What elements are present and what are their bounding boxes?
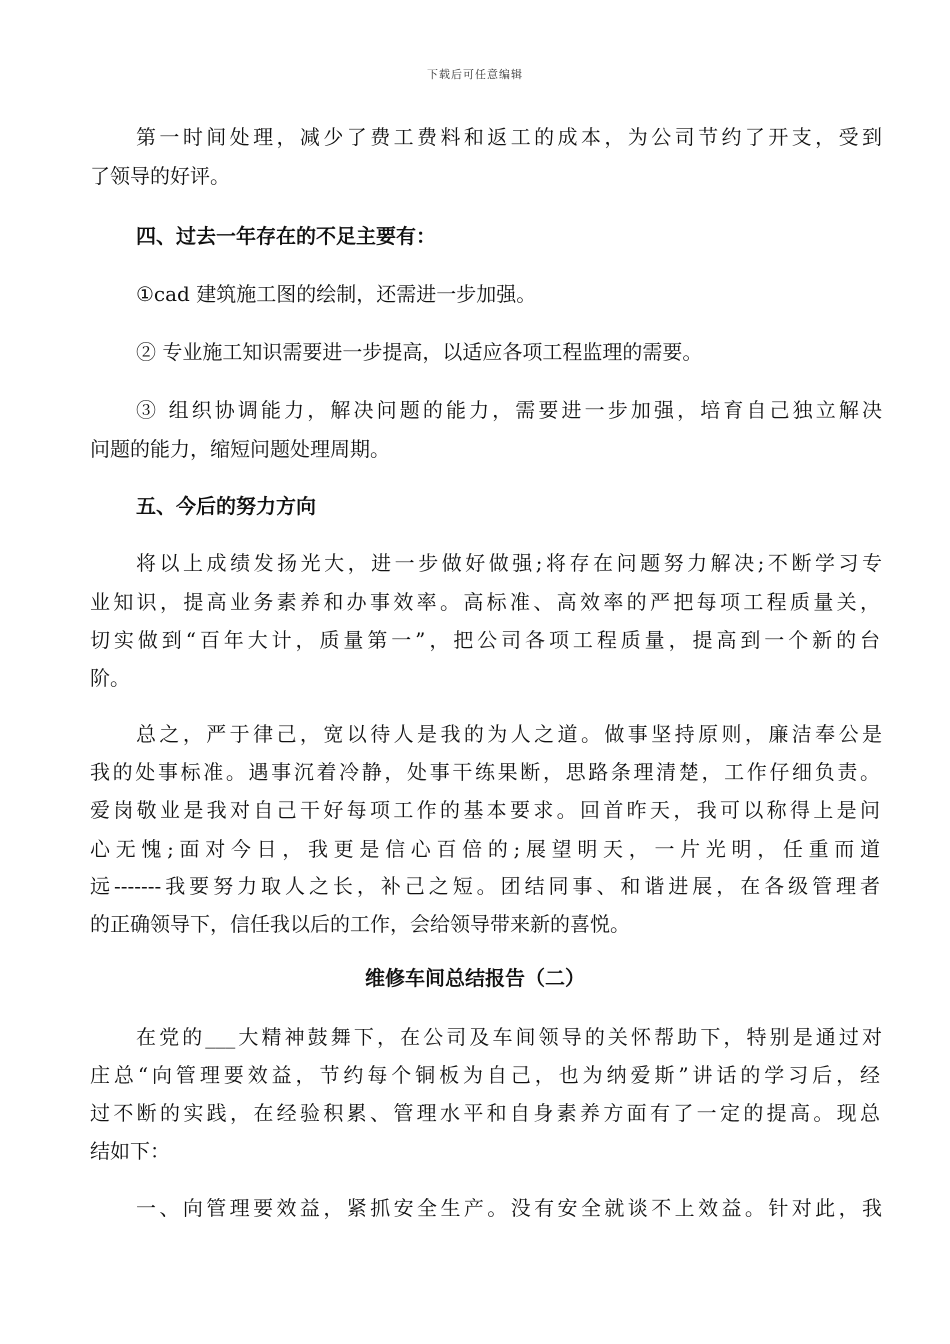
paragraph-line: 了领导的好评。 [90, 164, 230, 188]
list-item: ③ 组织协调能力，解决问题的能力，需要进一步加强，培育自己独立解决 [136, 398, 882, 422]
paragraph-line: 心无愧;面对今日，我更是信心百倍的;展望明天，一片光明，任重而道 [90, 837, 880, 861]
list-item: ② 专业施工知识需要进一步提高，以适应各项工程监理的需要。 [136, 340, 703, 364]
paragraph-line: 结如下： [90, 1139, 170, 1163]
report-title: 维修车间总结报告（二） [365, 966, 585, 990]
paragraph-line: 远-------我要努力取人之长，补己之短。团结同事、和谐进展，在各级管理者 [90, 874, 880, 898]
paragraph-line: 我的处事标准。遇事沉着冷静，处事干练果断，思路条理清楚，工作仔细负责。 [90, 760, 880, 784]
list-item: ①cad 建筑施工图的绘制，还需进一步加强。 [136, 282, 537, 306]
paragraph-line: 一、向管理要效益，紧抓安全生产。没有安全就谈不上效益。针对此，我 [136, 1196, 882, 1220]
page-header: 下载后可任意编辑 [427, 68, 523, 81]
paragraph-line: 的正确领导下，信任我以后的工作，会给领导带来新的喜悦。 [90, 912, 630, 936]
paragraph-line: 切实做到“百年大计，质量第一”，把公司各项工程质量，提高到一个新的台 [90, 628, 880, 652]
paragraph-line: 业知识，提高业务素养和办事效率。高标准、高效率的严把每项工程质量关， [90, 590, 880, 614]
list-item-continuation: 问题的能力，缩短问题处理周期。 [90, 437, 390, 461]
paragraph-line: 过不断的实践，在经验积累、管理水平和自身素养方面有了一定的提高。现总 [90, 1101, 880, 1125]
section-heading: 五、今后的努力方向 [136, 494, 316, 518]
paragraph-line: 阶。 [90, 666, 130, 690]
paragraph-line: 将以上成绩发扬光大，进一步做好做强;将存在问题努力解决;不断学习专 [136, 551, 882, 575]
paragraph-line: 爱岗敬业是我对自己干好每项工作的基本要求。回首昨天，我可以称得上是问 [90, 798, 880, 822]
section-heading: 四、过去一年存在的不足主要有： [136, 224, 436, 248]
paragraph-line: 庄总“向管理要效益，节约每个铜板为自己，也为纳爱斯”讲话的学习后，经 [90, 1063, 880, 1087]
paragraph-line: 总之，严于律己，宽以待人是我的为人之道。做事坚持原则，廉洁奉公是 [136, 722, 882, 746]
paragraph-line: 在党的___大精神鼓舞下，在公司及车间领导的关怀帮助下，特别是通过对 [136, 1025, 882, 1049]
paragraph-line: 第一时间处理，减少了费工费料和返工的成本，为公司节约了开支，受到 [136, 125, 882, 149]
